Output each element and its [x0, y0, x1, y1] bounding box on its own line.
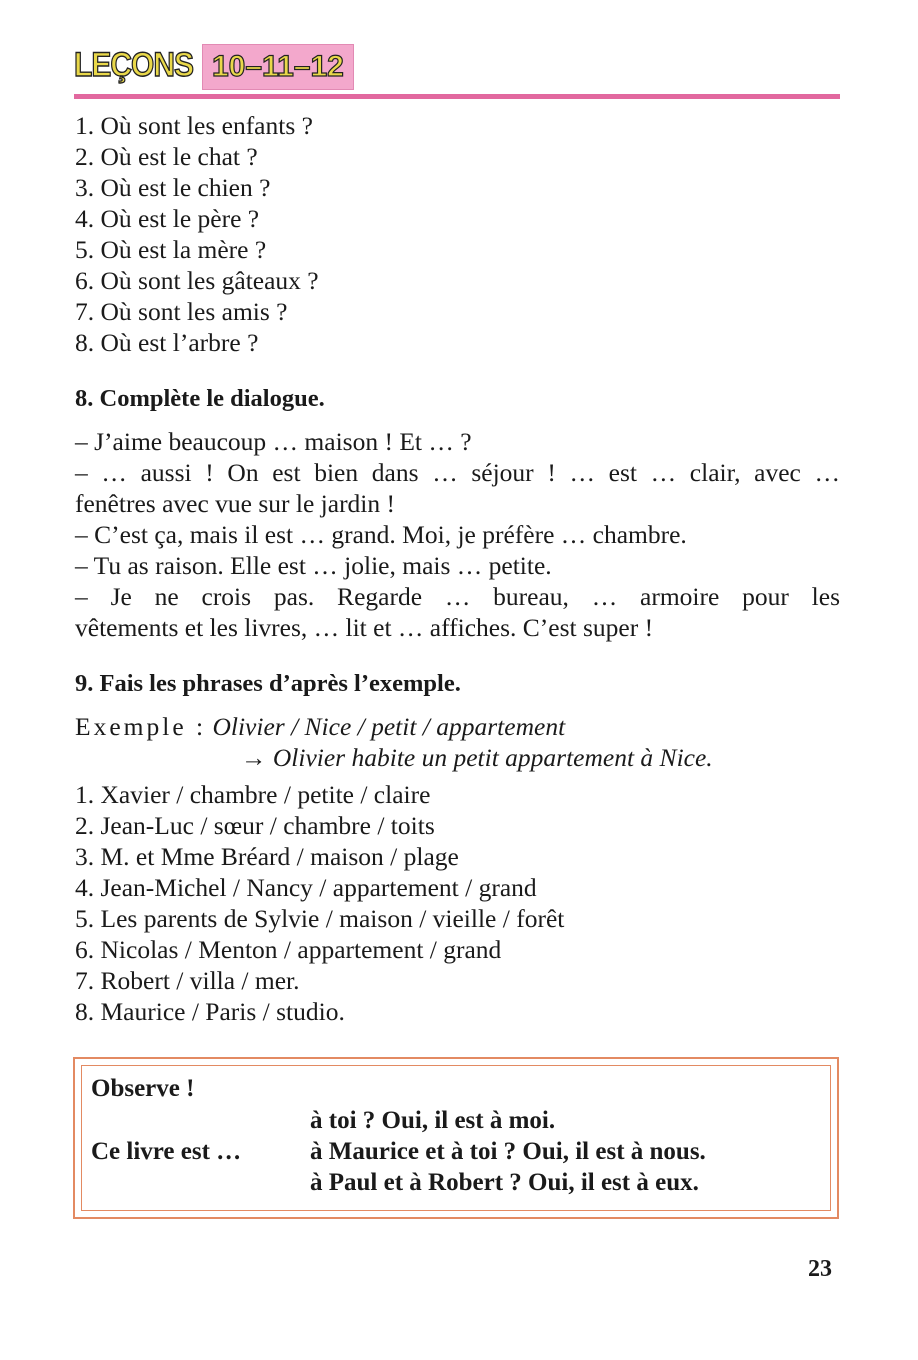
exercise-9-item: 5. Les parents de Sylvie / maison / vieille / forêt	[75, 904, 565, 933]
lessons-label: LEÇONS	[74, 46, 194, 84]
exercise-9-item: 7. Robert / villa / mer.	[75, 966, 300, 995]
observe-line: à toi ? Oui, il est à moi.	[310, 1107, 556, 1134]
example-answer: → Olivier habite un petit appartement à Nice.	[241, 743, 713, 772]
dialogue-line: – C’est ça, mais il est … grand. Moi, je préfère … chambre.	[75, 520, 687, 549]
dialogue-line: – Je ne crois pas. Regarde … bureau, … armoire pour les	[75, 582, 840, 611]
question-item: 6. Où sont les gâteaux ?	[75, 266, 319, 295]
exercise-9-item: 1. Xavier / chambre / petite / claire	[75, 780, 431, 809]
exercise-8-title: 8. Complète le dialogue.	[75, 385, 325, 412]
dialogue-line: – Tu as raison. Elle est … jolie, mais … petite.	[75, 551, 552, 580]
question-item: 1. Où sont les enfants ?	[75, 111, 313, 140]
question-item: 5. Où est la mère ?	[75, 235, 267, 264]
exercise-9-item: 3. M. et Mme Bréard / maison / plage	[75, 842, 459, 871]
observe-subject: Ce livre est …	[91, 1138, 242, 1165]
question-item: 8. Où est l’arbre ?	[75, 328, 259, 357]
observe-line: à Paul et à Robert ? Oui, il est à eux.	[310, 1169, 699, 1196]
page-number: 23	[808, 1256, 832, 1282]
question-item: 3. Où est le chien ?	[75, 173, 271, 202]
question-item: 4. Où est le père ?	[75, 204, 260, 233]
dialogue-line: fenêtres avec vue sur le jardin !	[75, 489, 396, 518]
example-prompt: Olivier / Nice / petit / appartement	[212, 712, 566, 741]
exercise-9-item: 4. Jean-Michel / Nancy / appartement / grand	[75, 873, 537, 902]
lessons-number-badge: 10–11–12	[202, 44, 354, 90]
observe-box	[73, 1057, 839, 1219]
exercise-9-item: 8. Maurice / Paris / studio.	[75, 997, 345, 1026]
observe-title: Observe !	[91, 1075, 195, 1102]
observe-line: à Maurice et à toi ? Oui, il est à nous.	[310, 1138, 706, 1165]
dialogue-line: – … aussi ! On est bien dans … séjour ! … est … clair, avec …	[75, 458, 840, 487]
lesson-header	[74, 44, 840, 100]
example-label: Exemple :	[75, 712, 207, 741]
question-item: 7. Où sont les amis ?	[75, 297, 288, 326]
dialogue-line: vêtements et les livres, … lit et … affiches. C’est super !	[75, 613, 654, 642]
exercise-9-item: 2. Jean-Luc / sœur / chambre / toits	[75, 811, 435, 840]
exercise-9-title: 9. Fais les phrases d’après l’exemple.	[75, 670, 461, 697]
example-line	[75, 711, 565, 742]
exercise-9-item: 6. Nicolas / Menton / appartement / grand	[75, 935, 502, 964]
question-item: 2. Où est le chat ?	[75, 142, 258, 171]
dialogue-line: – J’aime beaucoup … maison ! Et … ?	[75, 427, 472, 456]
header-divider	[74, 94, 840, 99]
